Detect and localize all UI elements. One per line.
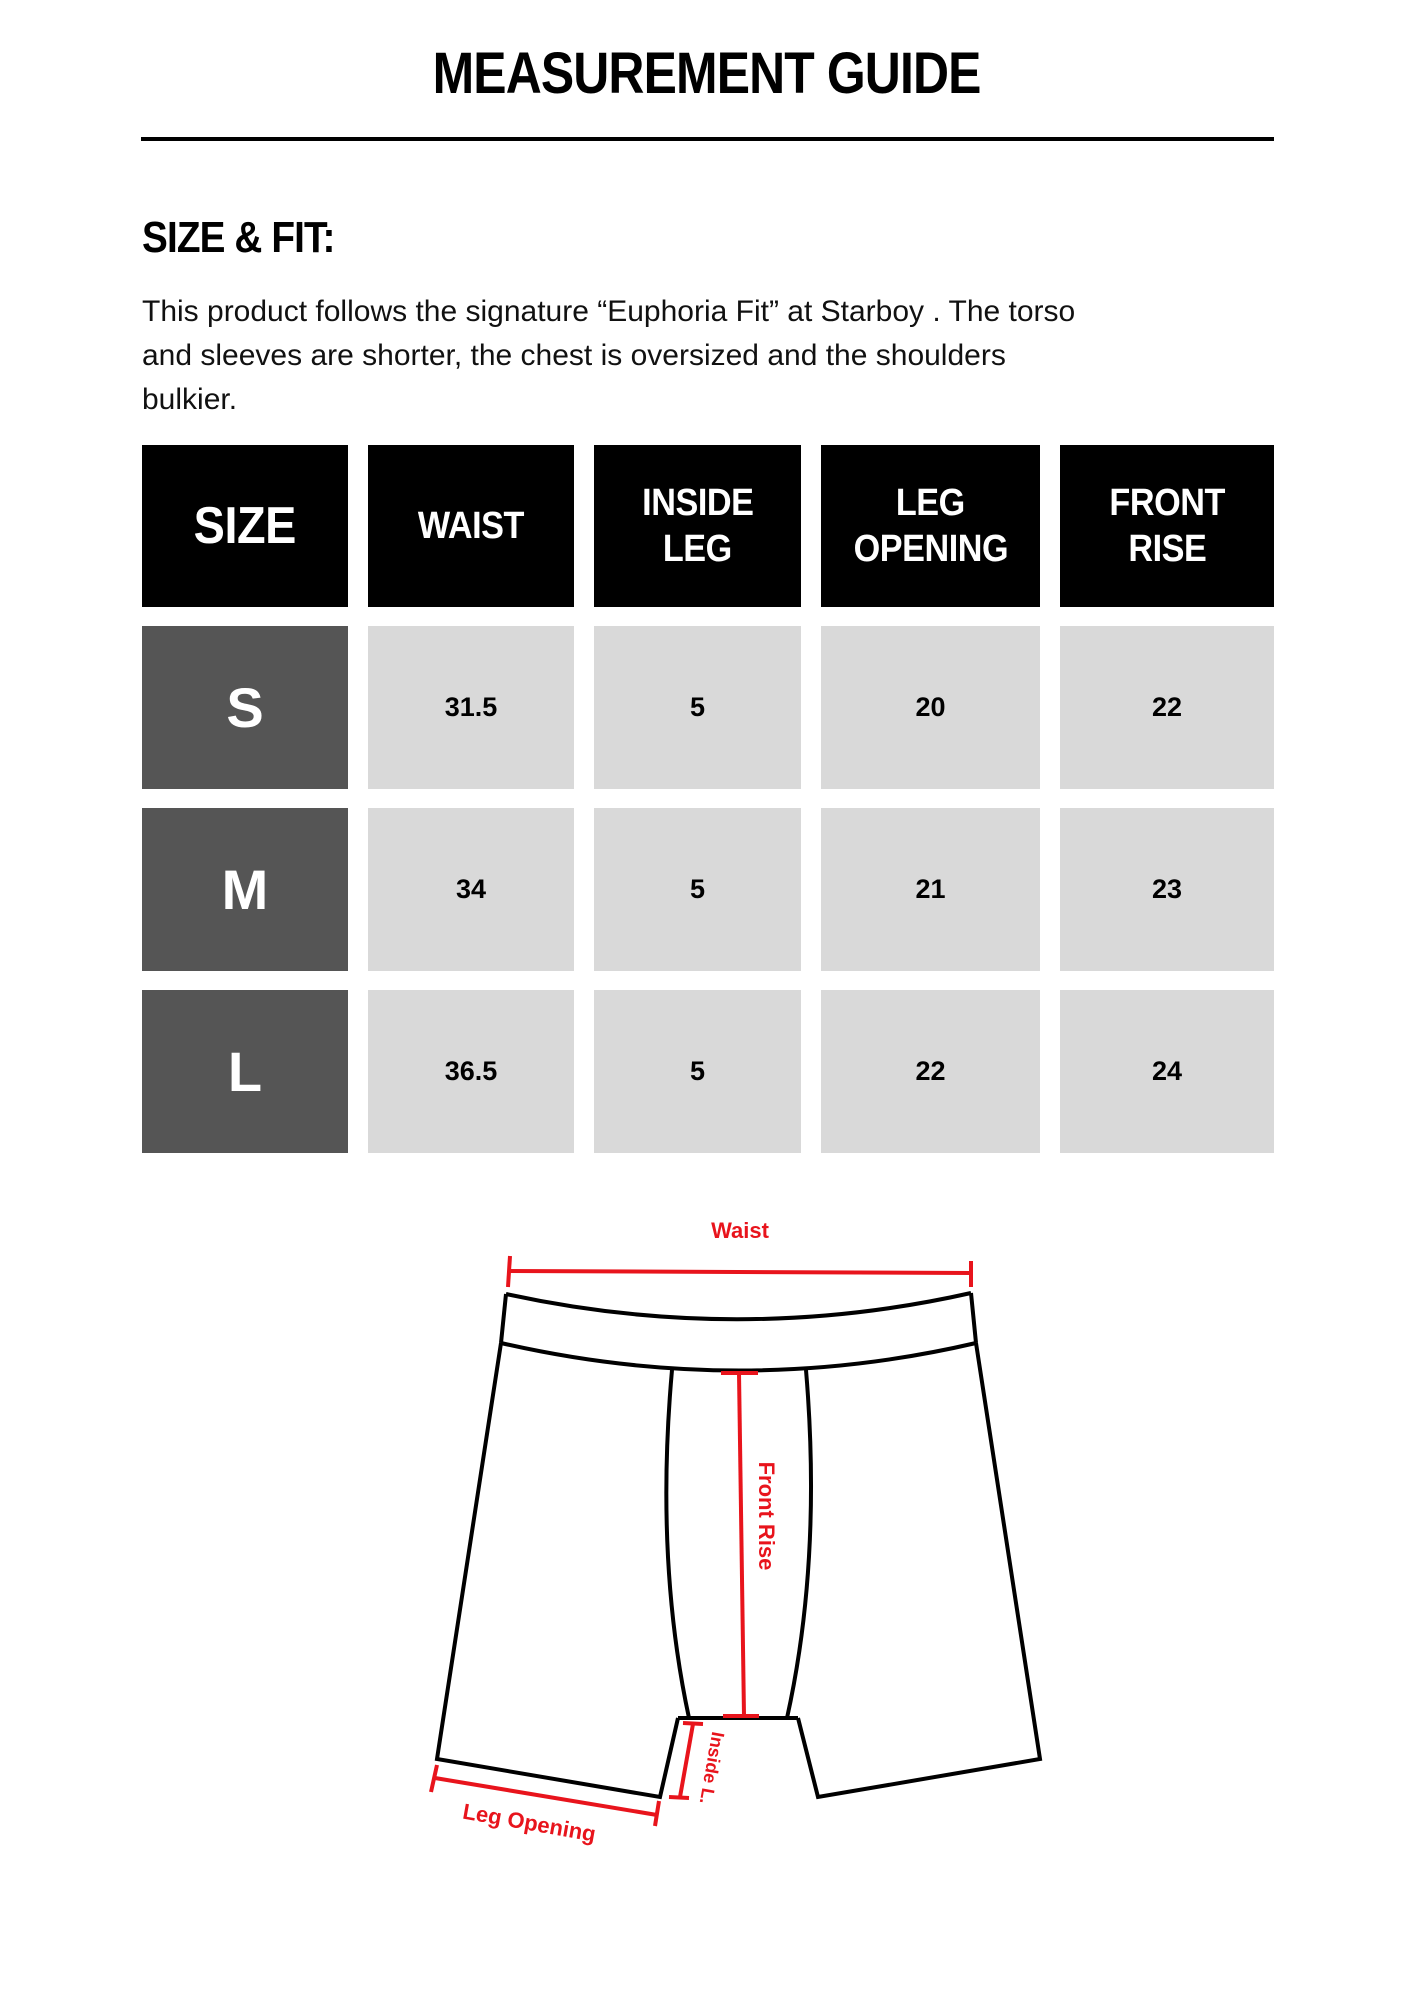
- column-header-label: LEG: [896, 482, 965, 524]
- column-header-label: OPENING: [853, 528, 1008, 570]
- column-header-size: [142, 445, 348, 607]
- column-header-label: RISE: [1127, 528, 1207, 570]
- waistband-left-edge: [501, 1294, 506, 1343]
- description-line: bulkier.: [142, 383, 238, 416]
- waist-left-tick: [508, 1256, 510, 1287]
- waistband-right-edge: [971, 1293, 976, 1343]
- description-line: This product follows the signature “Euphoria Fit” at Starboy . The torso: [142, 295, 1076, 328]
- column-header-waist: [368, 445, 574, 607]
- table-cell-front-rise: 22: [1060, 626, 1274, 789]
- table-cell-front-rise: 23: [1060, 808, 1274, 971]
- inside-leg-bottom-tick: [669, 1797, 689, 1798]
- table-cell-inside-leg: 5: [594, 626, 801, 789]
- table-cell-leg-opening: 21: [821, 808, 1040, 971]
- waistband-top-edge: [506, 1293, 971, 1319]
- left-leg-outline: [437, 1343, 678, 1797]
- waistband-bottom-edge: [501, 1343, 976, 1371]
- column-header-inside-leg: [594, 445, 801, 607]
- leg-opening-label: Leg Opening: [460, 1798, 598, 1847]
- inside-leg-label: Inside L.: [695, 1730, 729, 1806]
- leg-opening-right-tick: [655, 1801, 659, 1826]
- size-fit-heading: [142, 214, 361, 262]
- inside-leg-top-tick: [683, 1723, 703, 1724]
- size-fit-description: [142, 290, 1282, 422]
- page-title: [0, 41, 1414, 106]
- column-header-label: INSIDE: [641, 482, 754, 524]
- column-header-label: FRONT: [1109, 482, 1225, 524]
- column-header-leg-opening: [821, 445, 1040, 607]
- page-title-text: MEASUREMENT GUIDE: [433, 41, 981, 106]
- size-label-m: M: [142, 808, 348, 971]
- inside-leg-measure-line: [680, 1724, 693, 1797]
- measurement-markers: [431, 1256, 971, 1826]
- description-line: and sleeves are shorter, the chest is oversized and the shoulders: [142, 339, 1006, 372]
- table-cell-leg-opening: 22: [821, 990, 1040, 1153]
- column-header-label: WAIST: [417, 505, 525, 547]
- right-leg-outline: [798, 1343, 1040, 1797]
- table-cell-waist: 31.5: [368, 626, 574, 789]
- title-divider: [141, 137, 1274, 141]
- table-cell-waist: 36.5: [368, 990, 574, 1153]
- size-label-s: S: [142, 626, 348, 789]
- table-cell-waist: 34: [368, 808, 574, 971]
- column-header-label: SIZE: [193, 497, 297, 555]
- table-cell-leg-opening: 20: [821, 626, 1040, 789]
- table-cell-inside-leg: 5: [594, 808, 801, 971]
- boxer-brief-measurement-diagram: [0, 1180, 1414, 1880]
- column-header-label: LEG: [663, 528, 732, 570]
- size-fit-heading-text: SIZE & FIT:: [142, 213, 335, 262]
- pouch-right-seam: [787, 1370, 811, 1718]
- front-rise-measure-line: [739, 1373, 744, 1716]
- waist-measure-line: [508, 1271, 971, 1273]
- front-rise-label: Front Rise: [754, 1461, 779, 1571]
- table-cell-front-rise: 24: [1060, 990, 1274, 1153]
- column-header-front-rise: [1060, 445, 1274, 607]
- size-label-l: L: [142, 990, 348, 1153]
- pouch-left-seam: [666, 1370, 689, 1718]
- garment-outline: [437, 1293, 1040, 1797]
- waist-label: Waist: [711, 1218, 769, 1243]
- table-cell-inside-leg: 5: [594, 990, 801, 1153]
